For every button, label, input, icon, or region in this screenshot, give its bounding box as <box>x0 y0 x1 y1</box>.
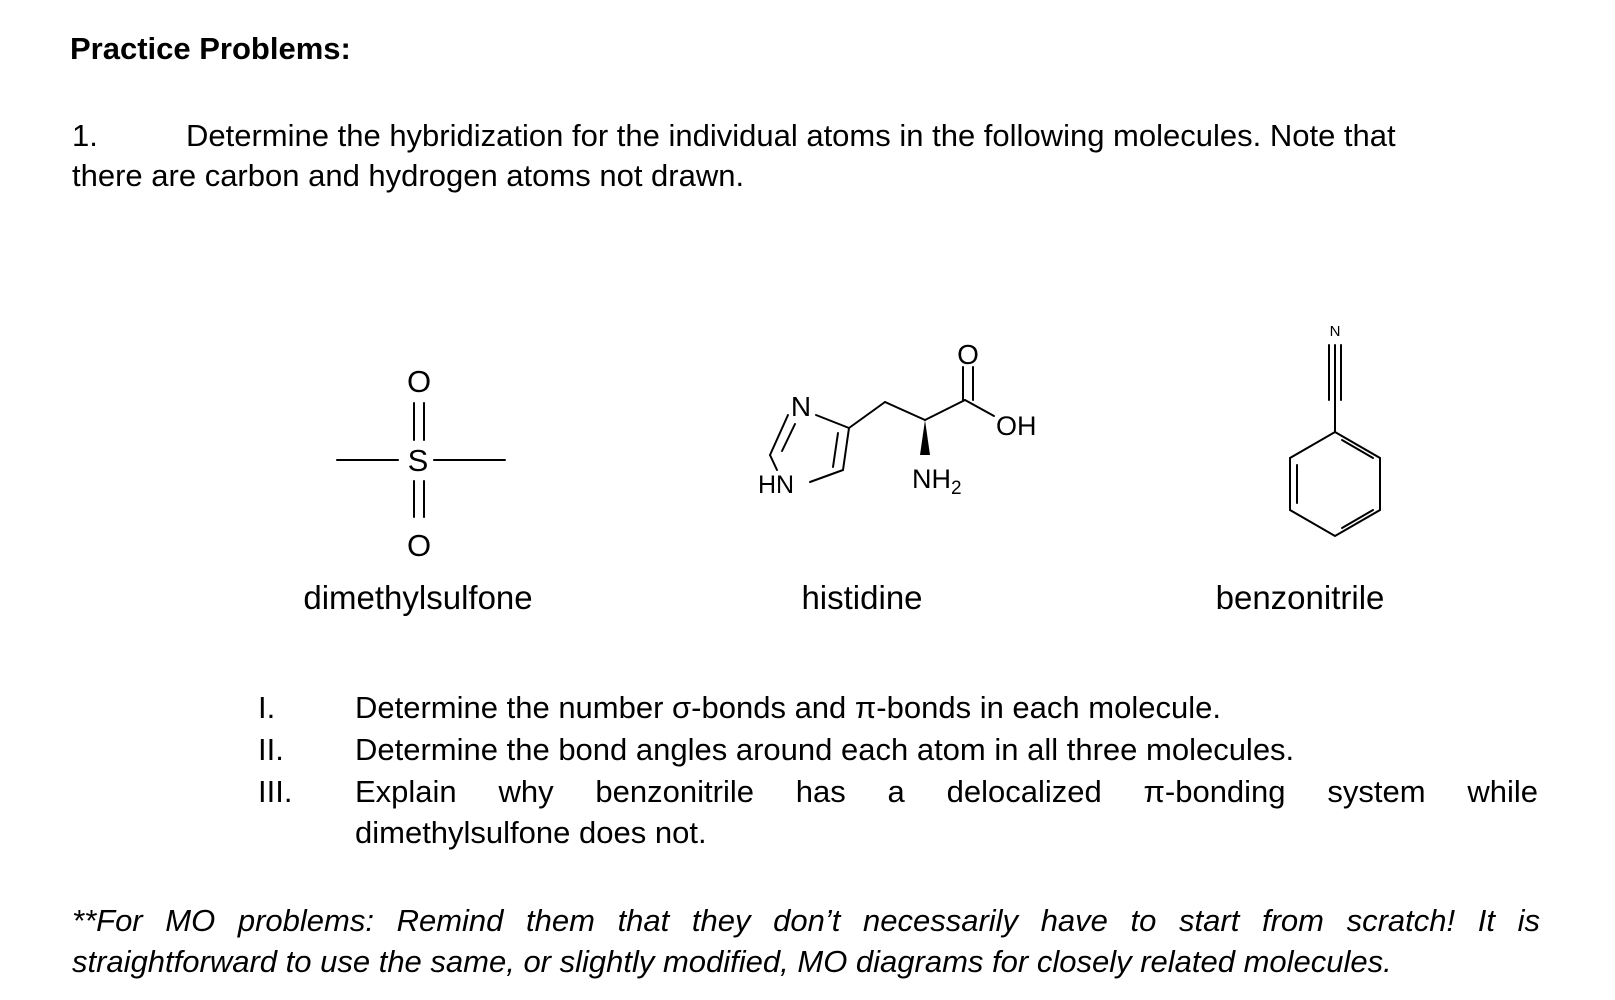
caption-histidine: histidine <box>801 579 923 616</box>
subquestion-numeral-1: I. <box>258 690 276 725</box>
word: a <box>887 774 905 809</box>
dimethylsulfone-atom-o-top: O <box>406 364 432 399</box>
caption-dimethylsulfone: dimethylsulfone <box>303 579 533 616</box>
word: while <box>1467 774 1538 809</box>
note-line2: straightforward to use the same, or slightly modified, MO diagrams for closely related molecules. <box>72 944 1392 979</box>
word: have <box>1040 903 1108 938</box>
page-heading: Practice Problems: <box>70 31 351 66</box>
stereo-wedge-bond <box>920 420 930 455</box>
subquestion-text-3-line2: dimethylsulfone does not. <box>355 815 707 850</box>
word: don’t <box>773 903 841 938</box>
note-line1 <box>72 903 1540 939</box>
subquestion-numeral-2: II. <box>258 732 284 767</box>
subquestion-text-2: Determine the bond angles around each atom in all three molecules. <box>355 732 1295 767</box>
problem-text-line2: there are carbon and hydrogen atoms not drawn. <box>72 158 745 193</box>
word: is <box>1517 903 1540 938</box>
subquestion-text-3-line1 <box>355 774 1538 810</box>
histidine-atom-o: O <box>957 339 979 370</box>
histidine-atom-n: N <box>790 391 812 422</box>
dimethylsulfone-atom-s: S <box>407 443 429 478</box>
word: scratch! <box>1346 903 1456 938</box>
word: to <box>1130 903 1157 938</box>
word: Remind <box>396 903 504 938</box>
histidine-atom-nh2: $NH_2$ <box>912 464 962 499</box>
word: they <box>691 903 751 938</box>
word: system <box>1327 774 1426 809</box>
benzonitrile-structure <box>1290 345 1380 536</box>
word: them <box>526 903 595 938</box>
caption-benzonitrile: benzonitrile <box>1215 579 1385 616</box>
histidine-atom-hn: HN <box>758 471 795 499</box>
subquestion-numeral-3: III. <box>258 774 293 809</box>
word: π-bonding <box>1143 774 1286 809</box>
problem-text-line1: Determine the hybridization for the individual atoms in the following molecules. Note that <box>186 118 1396 153</box>
word: It <box>1477 903 1495 938</box>
word: **For <box>72 903 143 938</box>
problem-number: 1. <box>72 118 98 153</box>
histidine-atom-oh: OH <box>996 411 1037 441</box>
word: MO <box>165 903 216 938</box>
word: start <box>1179 903 1240 938</box>
word: why <box>498 774 554 809</box>
dimethylsulfone-atom-o-bottom: O <box>406 528 432 563</box>
word: Explain <box>355 774 457 809</box>
histidine-structure <box>770 367 994 482</box>
word: problems: <box>237 903 374 938</box>
word: that <box>617 903 670 938</box>
word: delocalized <box>946 774 1102 809</box>
word: benzonitrile <box>595 774 754 809</box>
subquestion-text-1: Determine the number σ-bonds and π-bonds in each molecule. <box>355 690 1221 725</box>
benzonitrile-atom-n: N <box>1329 323 1341 340</box>
word: from <box>1261 903 1324 938</box>
word: has <box>795 774 846 809</box>
word: necessarily <box>863 903 1019 938</box>
